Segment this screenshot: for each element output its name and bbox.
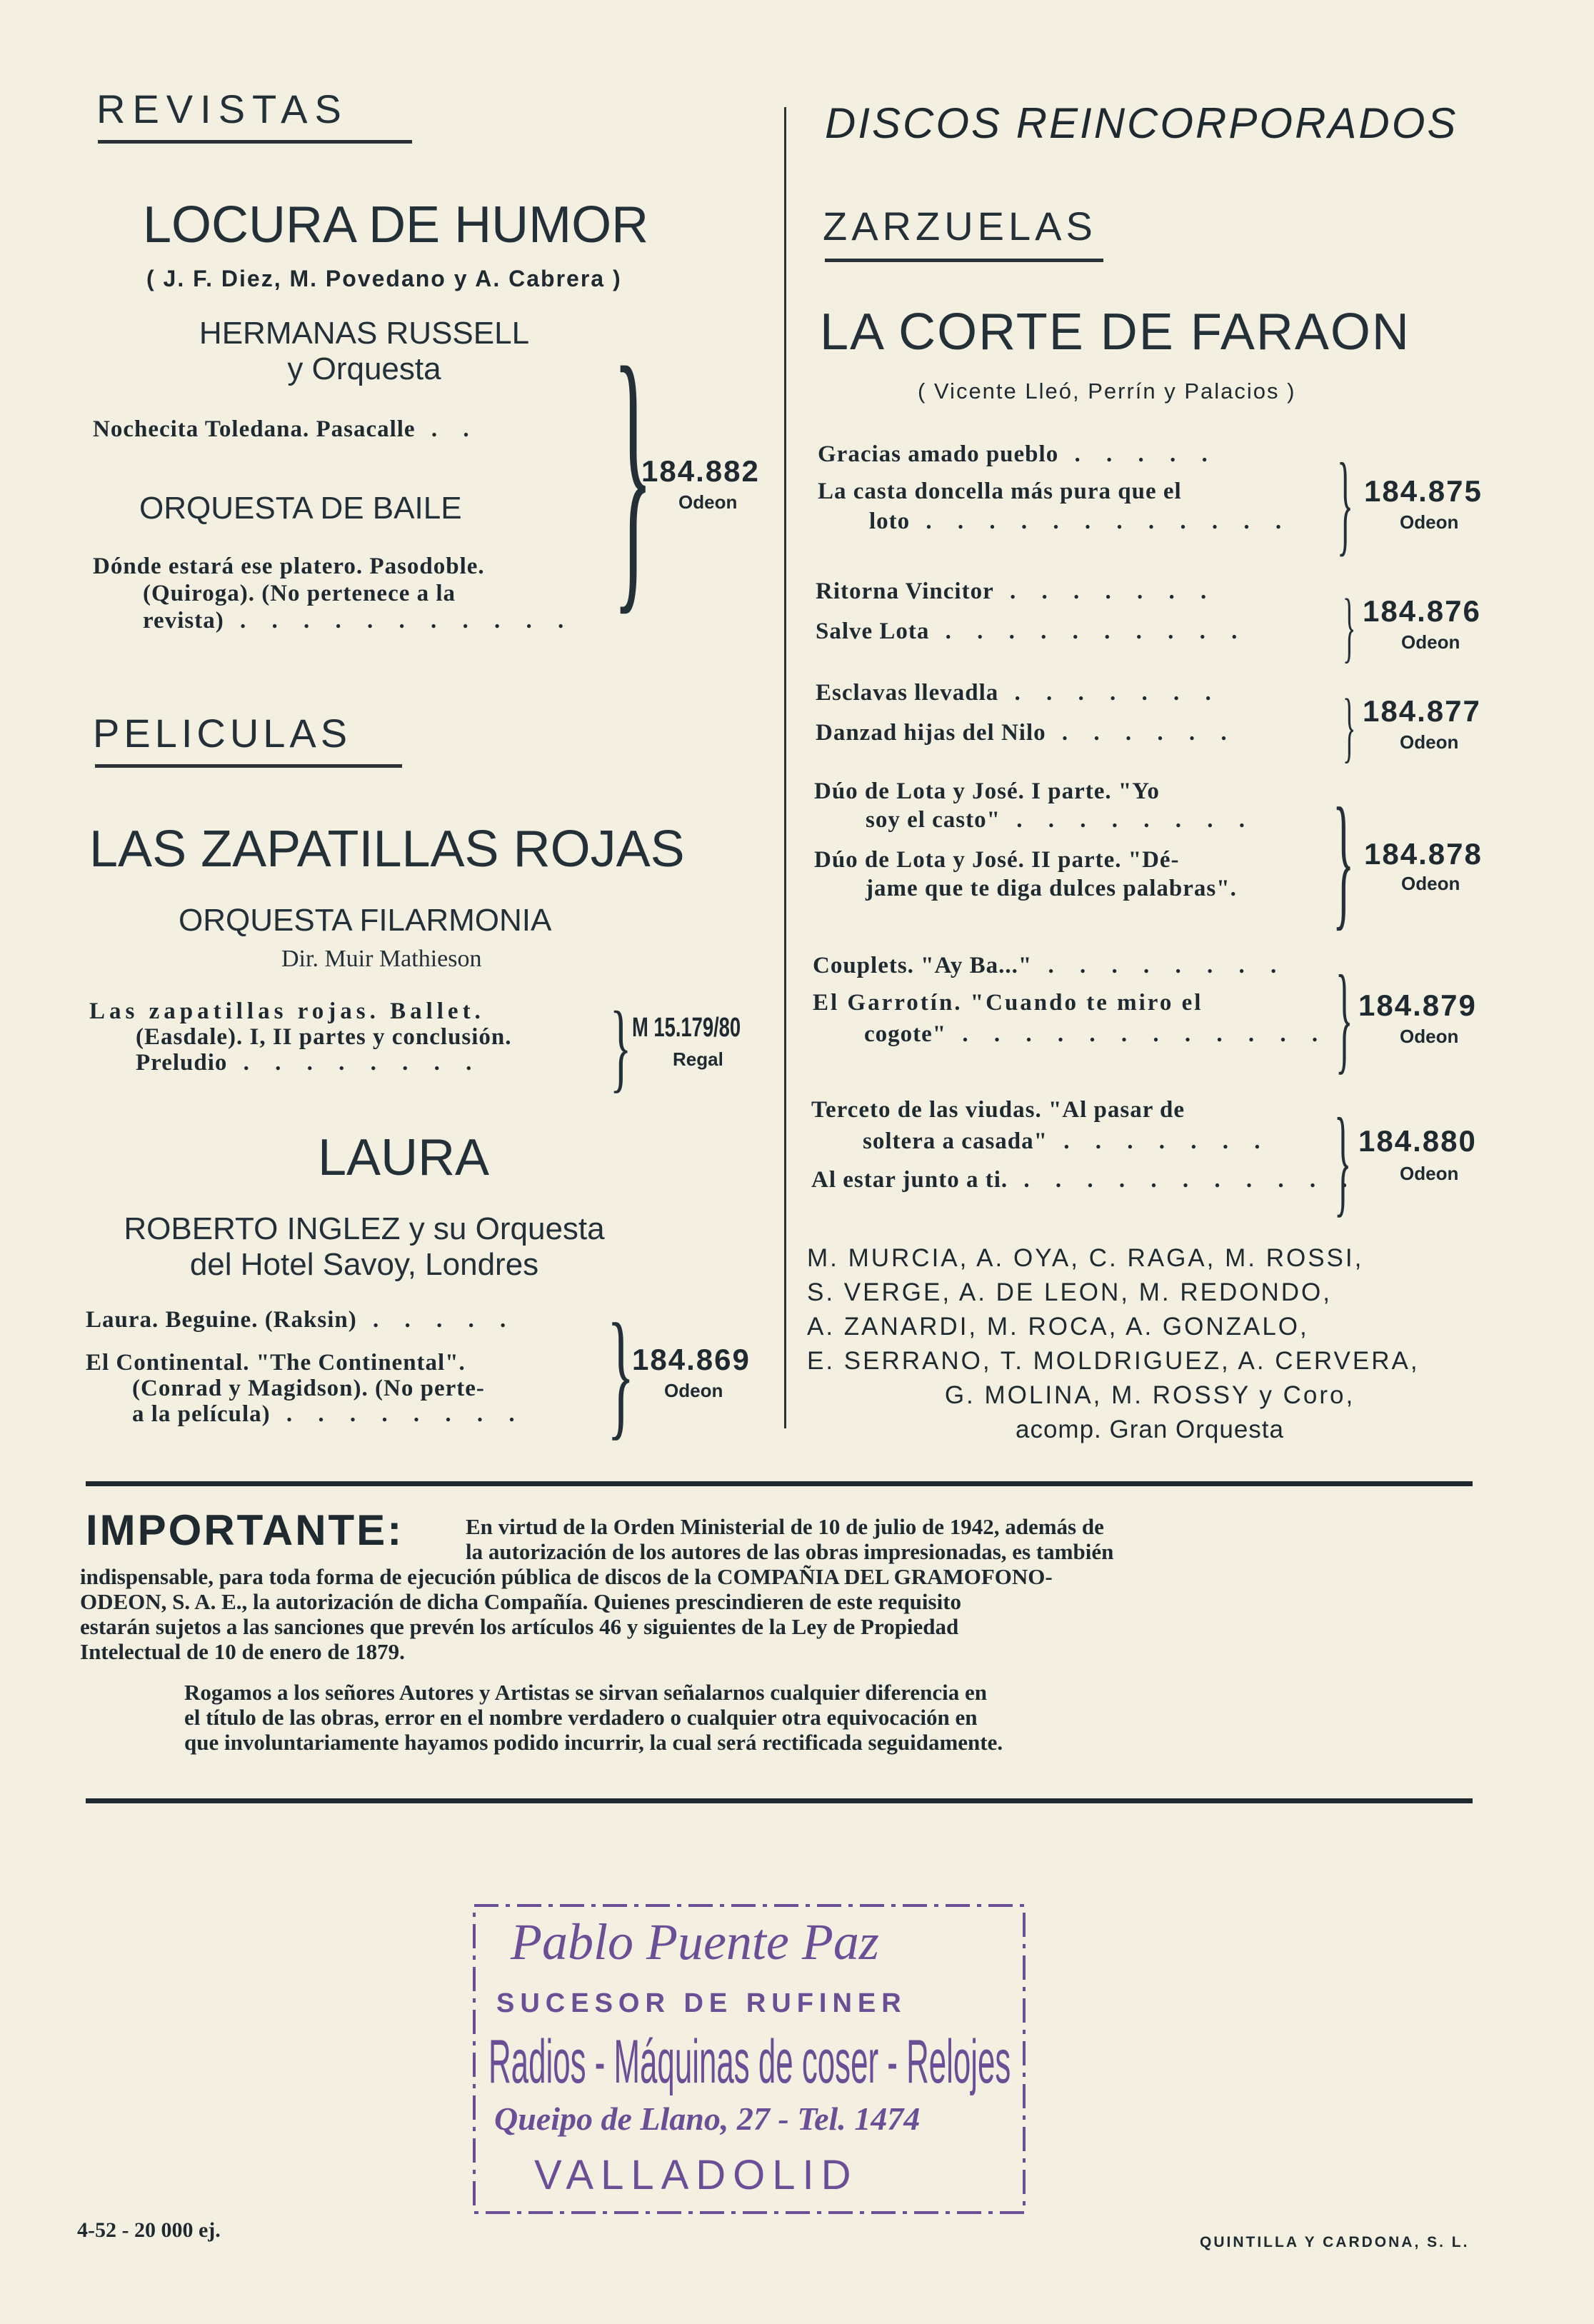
disc-3-brace: } <box>1343 683 1356 770</box>
zarzuela-title: LA CORTE DE FARAON <box>820 304 1410 361</box>
disc-3-tracks: Esclavas llevadla . . . . . . . Danzad hijas del Nilo . . . . . . <box>816 680 1237 746</box>
revista-credit: ( J. F. Diez, M. Povedano y A. Cabrera ) <box>146 266 622 291</box>
disc-2-brace: } <box>1343 583 1356 670</box>
peliculas-underline <box>95 764 402 768</box>
reincorporados-heading: DISCOS REINCORPORADOS <box>825 99 1458 147</box>
disc-3-label: Odeon <box>1400 731 1459 753</box>
disc-1-tracks: Gracias amado pueblo . . . . . La casta doncella más pura que el loto . . . . . . . . . . . . <box>818 441 1292 534</box>
disc-1-catalog-number: 184.875 <box>1364 474 1483 508</box>
disc-5-tracks: Couplets. "Ay Ba..." . . . . . . . . El Garrotín. "Cuando te miro el cogote" . . . . . . . . . . . . <box>813 953 1328 1047</box>
disc-5-catalog-number: 184.879 <box>1358 988 1477 1022</box>
stamp-address: Queipo de Llano, 27 - Tel. 1474 <box>494 2100 921 2137</box>
disc-2-label: Odeon <box>1401 631 1460 653</box>
pelicula-artist: ORQUESTA FILARMONIA <box>179 903 552 938</box>
disc-4-label: Odeon <box>1401 873 1460 894</box>
revista-catalog-number: 184.882 <box>641 454 760 488</box>
dealer-stamp <box>471 1891 1032 2220</box>
disc-5-label: Odeon <box>1400 1026 1459 1047</box>
pelicula-label: Regal <box>673 1048 723 1070</box>
revista-title: LOCURA DE HUMOR <box>143 196 649 254</box>
pelicula-catalog-number: M 15.179/80 <box>632 1013 741 1043</box>
zarzuelas-heading: ZARZUELAS <box>823 204 1097 249</box>
laura-label: Odeon <box>664 1380 723 1401</box>
stamp-city: VALLADOLID <box>534 2152 858 2198</box>
stamp-products: Radios - Máquinas de coser - Relojes <box>488 2028 1011 2096</box>
notice-title: IMPORTANTE: <box>86 1506 404 1554</box>
zarzuela-credit: ( Vicente Lleó, Perrín y Palacios ) <box>918 379 1296 404</box>
zarzuelas-underline <box>825 259 1103 262</box>
revista-brace: } <box>613 306 653 638</box>
laura-track-1: Laura. Beguine. (Raksin) . . . . . <box>86 1307 516 1333</box>
disc-4-tracks: Dúo de Lota y José. I parte. "Yo soy el casto" . . . . . . . . Dúo de Lota y José. II parte. "Dé- jame que te diga dulces palabras". <box>814 778 1255 901</box>
disc-4-brace: } <box>1333 778 1355 943</box>
request-text: Rogamos a los señores Autores y Artistas se sirvan señalarnos cualquier diferencia en el título de las obras, error en el nombre verdadero o cualquier otra equivocación en que involuntariamente hayamos podido incurrir, la cual será rectificada seguidamente. <box>184 1680 1003 1755</box>
revistas-underline <box>98 140 412 144</box>
disc-5-brace: } <box>1335 951 1353 1085</box>
laura-artist: ROBERTO INGLEZ y su Orquesta del Hotel Savoy, Londres <box>124 1211 605 1282</box>
disc-3-catalog-number: 184.877 <box>1363 694 1481 728</box>
laura-title: LAURA <box>318 1129 490 1186</box>
disc-6-tracks: Terceto de las viudas. "Al pasar de soltera a casada" . . . . . . . Al estar junto a ti. . . . . . . . . . . . <box>811 1097 1358 1193</box>
revista-track-2: Dónde estará ese platero. Pasodoble. (Quiroga). (No pertenece a la revista) . . . . . . . . . . . <box>93 554 574 633</box>
disc-1-brace: } <box>1337 439 1354 566</box>
cast-list: M. MURCIA, A. OYA, C. RAGA, M. ROSSI, S. VERGE, A. DE LEON, M. REDONDO, A. ZANARDI, M. ROCA, A. GONZALO, E. SERRANO, T. MOLDRIGUEZ, A. CERVERA, G. MOLINA, M. ROSSY y Coro, acomp. Gran Orquesta <box>807 1244 1420 1443</box>
disc-2-tracks: Ritorna Vincitor . . . . . . . Salve Lota . . . . . . . . . . <box>816 579 1248 644</box>
disc-1-label: Odeon <box>1400 511 1459 533</box>
disc-6-catalog-number: 184.880 <box>1358 1124 1477 1158</box>
laura-track-2: El Continental. "The Continental". (Conrad y Magidson). (No perte- a la película) . . . . . . . . <box>86 1350 525 1427</box>
pelicula-brace: } <box>610 991 632 1102</box>
peliculas-heading: PELICULAS <box>93 711 352 756</box>
printer-credit: QUINTILLA Y CARDONA, S. L. <box>1200 2234 1470 2250</box>
disc-6-label: Odeon <box>1400 1163 1459 1184</box>
pelicula-director: Dir. Muir Mathieson <box>281 946 482 972</box>
disc-6-brace: } <box>1334 1093 1352 1228</box>
stamp-name: Pablo Puente Paz <box>511 1913 879 1970</box>
disc-2-catalog-number: 184.876 <box>1363 594 1481 628</box>
stamp-successor: SUCESOR DE RUFINER <box>496 1988 907 2018</box>
pelicula-track: Las zapatillas rojas. Ballet. (Easdale). I, II partes y conclusión. Preludio . . . . . . . . <box>89 998 512 1076</box>
revista-artist-2: ORQUESTA DE BAILE <box>139 491 462 526</box>
disc-4-catalog-number: 184.878 <box>1364 837 1483 871</box>
revistas-heading: REVISTAS <box>96 86 349 131</box>
revista-label: Odeon <box>678 491 738 513</box>
laura-catalog-number: 184.869 <box>632 1343 751 1376</box>
pelicula-title: LAS ZAPATILLAS ROJAS <box>89 821 685 878</box>
print-run: 4-52 - 20 000 ej. <box>77 2218 221 2242</box>
revista-track-1: Nochecita Toledana. Pasacalle . . <box>93 416 479 442</box>
revista-artist-1: HERMANAS RUSSELL y Orquesta <box>199 316 530 386</box>
laura-brace: } <box>607 1295 635 1453</box>
top-rule <box>86 1481 1473 1486</box>
notice-text: En virtud de la Orden Ministerial de 10 de julio de 1942, además de la autorización de los autores de las obras impresionadas, es también indispensable, para toda forma de ejecución pública de discos de la COMPAÑIA DEL GRAMOFONO- ODEON, S. A. E., la autorización de dicha Compañía. Quienes prescindieren de este requisito estarán sujetos a las sanciones que prevén los artículos 46 y siguientes de la Ley de Propiedad Intelectual de 10 de enero de 1879. <box>80 1514 1114 1664</box>
column-divider <box>784 107 786 1428</box>
bottom-rule <box>86 1798 1473 1803</box>
